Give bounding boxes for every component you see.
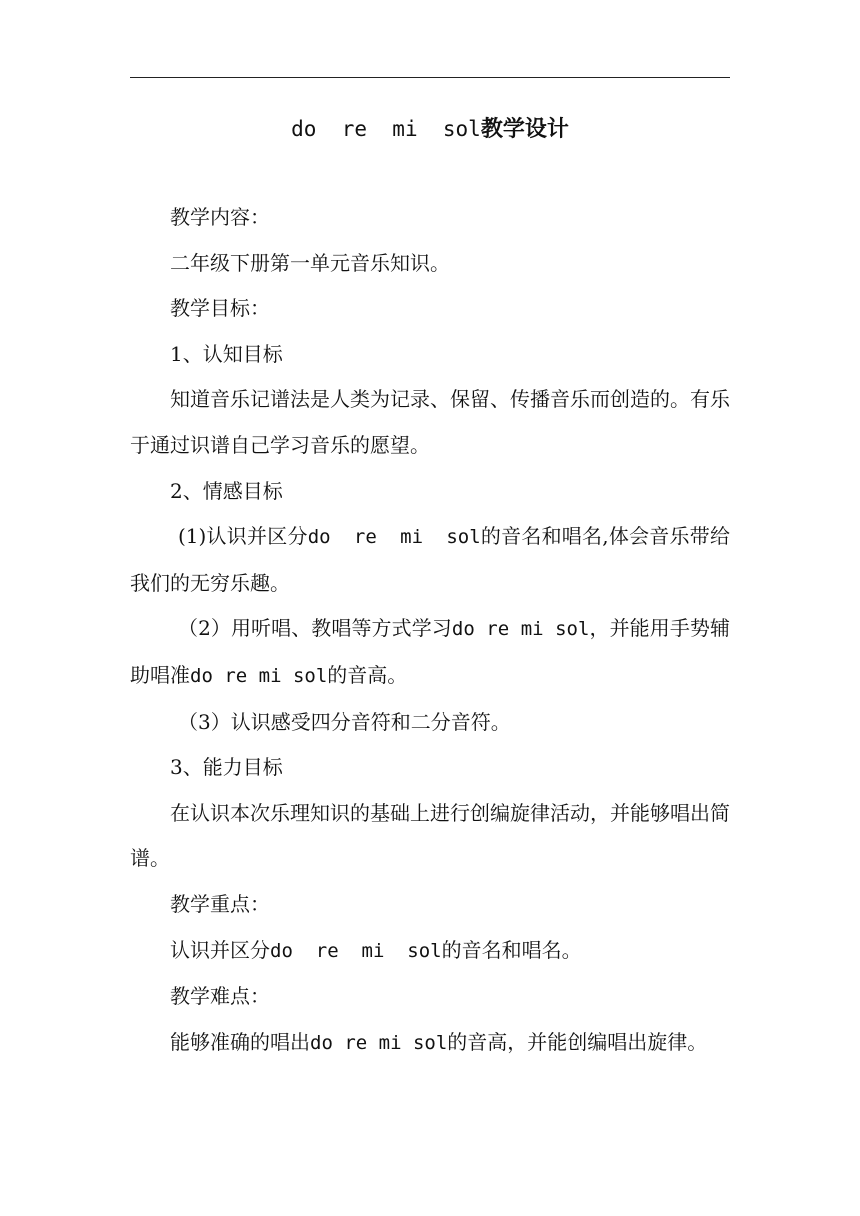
document-title bbox=[130, 112, 730, 146]
text-segment: ，并能用手势辅助唱准 bbox=[130, 616, 730, 687]
text-segment: 的音高，并能创编唱出旋律。 bbox=[447, 1029, 708, 1054]
notes-segment: do re mi sol bbox=[310, 1031, 448, 1054]
text-segment: 的音高。 bbox=[327, 662, 408, 687]
heading-teaching-objectives: 教学目标： bbox=[170, 296, 270, 321]
paragraph-emotional-item-2 bbox=[130, 606, 730, 699]
notes-segment: do re mi sol bbox=[190, 664, 328, 687]
heading-teaching-content: 教学内容： bbox=[170, 205, 270, 229]
title-notes: do re mi sol bbox=[291, 117, 481, 141]
heading-emotional-objective: 2、情感目标 bbox=[170, 478, 283, 503]
paragraph-content-detail: 二年级下册第一单元音乐知识。 bbox=[170, 250, 450, 275]
notes-segment: do re mi sol bbox=[451, 618, 590, 641]
document-body bbox=[130, 195, 730, 1066]
notes-segment: do re mi sol bbox=[307, 526, 481, 549]
paragraph-emotional-item-3: （3）认识感受四分音符和二分音符。 bbox=[178, 709, 511, 734]
paragraph-cognitive-objective: 知道音乐记谱法是人类为记录、保留、传播音乐而创造的。有乐于通过识谱自己学习音乐的愿望。 bbox=[130, 387, 730, 457]
title-text: 教学设计 bbox=[480, 116, 569, 142]
paragraph-emotional-item-1 bbox=[130, 514, 730, 606]
paragraph-ability-objective: 在认识本次乐理知识的基础上进行创编旋律活动，并能够唱出简谱。 bbox=[130, 800, 730, 871]
text-segment: 认识并区分 bbox=[170, 937, 270, 962]
text-segment: 的音名和唱名。 bbox=[441, 937, 582, 962]
heading-key-points: 教学重点： bbox=[170, 891, 270, 916]
text-segment: 能够准确的唱出 bbox=[170, 1029, 310, 1054]
heading-cognitive-objective: 1、认知目标 bbox=[170, 341, 283, 366]
notes-segment: do re mi sol bbox=[270, 939, 442, 962]
paragraph-key-points bbox=[130, 928, 730, 975]
text-segment: 的音名和唱名,体会音乐带给我们的无穷乐趣。 bbox=[130, 524, 730, 595]
header-rule bbox=[130, 77, 730, 78]
text-segment: （2）用听唱、教唱等方式学习 bbox=[178, 616, 452, 641]
paragraph-difficult-points bbox=[130, 1020, 730, 1067]
heading-ability-objective: 3、能力目标 bbox=[170, 755, 283, 780]
text-segment: (1)认识并区分 bbox=[178, 524, 308, 549]
heading-difficult-points: 教学难点： bbox=[170, 984, 270, 1009]
